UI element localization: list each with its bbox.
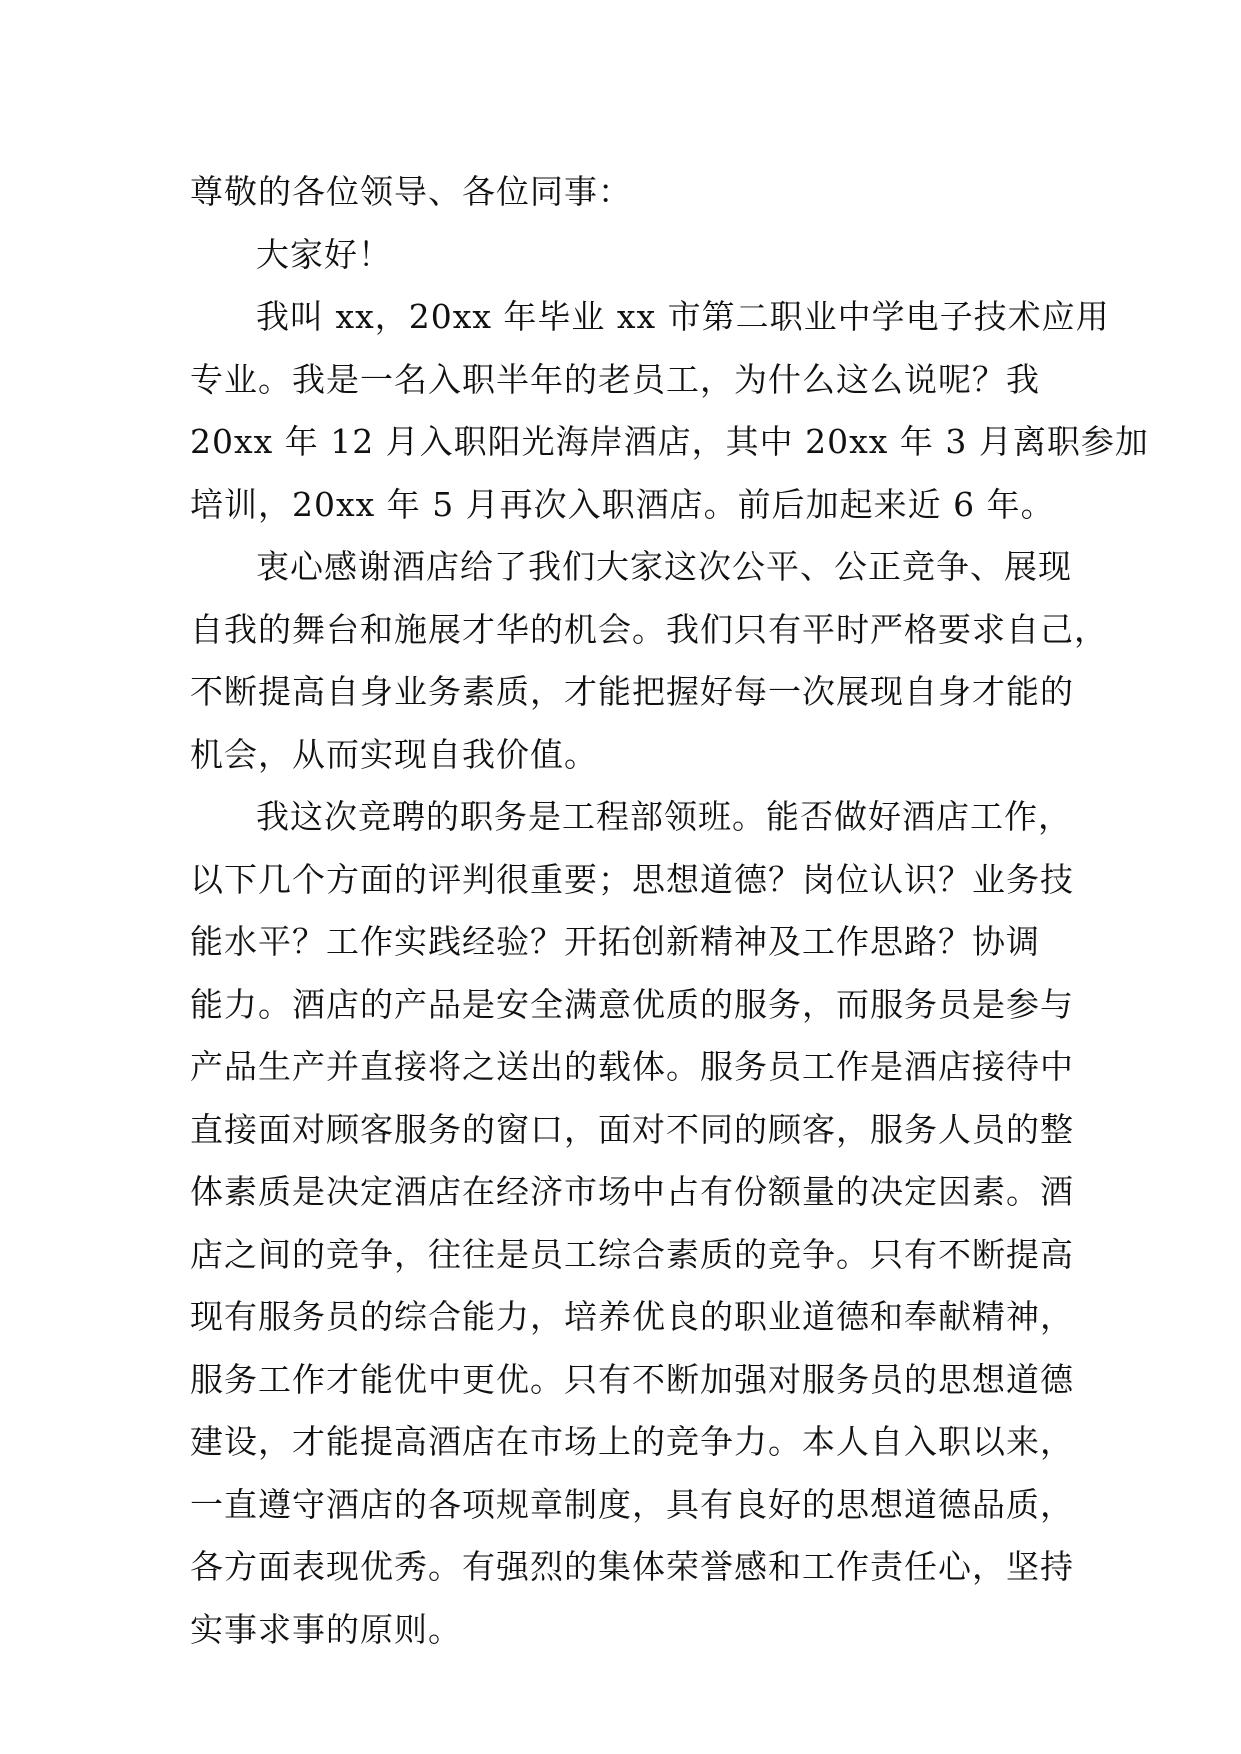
text-line: 自我的舞台和施展才华的机会。我们只有平时严格要求自己， <box>190 609 1108 649</box>
text-line: 能力。酒店的产品是安全满意优质的服务，而服务员是参与 <box>190 984 1074 1024</box>
text-line: 20xx 年 12 月入职阳光海岸酒店，其中 20xx 年 3 月离职参加 <box>190 422 1149 461</box>
text-line: 建设，才能提高酒店在市场上的竞争力。本人自入职以来， <box>190 1422 1074 1461</box>
text-line: 店之间的竞争，往往是员工综合素质的竞争。只有不断提高 <box>190 1234 1074 1274</box>
text-line: 衷心感谢酒店给了我们大家这次公平、公正竞争、展现 <box>256 547 1072 586</box>
text-line: 能水平？工作实践经验？开拓创新精神及工作思路？协调 <box>190 922 1040 961</box>
text-line: 不断提高自身业务素质，才能把握好每一次展现自身才能的 <box>190 672 1074 711</box>
text-line: 现有服务员的综合能力，培养优良的职业道德和奉献精神， <box>190 1297 1074 1336</box>
text-line: 产品生产并直接将之送出的载体。服务员工作是酒店接待中 <box>190 1047 1074 1086</box>
text-line: 一直遵守酒店的各项规章制度，具有良好的思想道德品质， <box>190 1484 1074 1524</box>
greeting-line: 大家好！ <box>256 234 392 274</box>
salutation-line: 尊敬的各位领导、各位同事： <box>190 172 632 211</box>
text-line: 我叫 xx，20xx 年毕业 xx 市第二职业中学电子技术应用 <box>256 297 1110 336</box>
text-line: 各方面表现优秀。有强烈的集体荣誉感和工作责任心，坚持 <box>190 1547 1074 1586</box>
text-line: 机会，从而实现自我价值。 <box>190 734 598 774</box>
text-line: 我这次竞聘的职务是工程部领班。能否做好酒店工作， <box>256 797 1072 836</box>
text-line: 直接面对顾客服务的窗口，面对不同的顾客，服务人员的整 <box>190 1109 1074 1149</box>
text-line: 服务工作才能优中更优。只有不断加强对服务员的思想道德 <box>190 1359 1074 1399</box>
text-line: 培训，20xx 年 5 月再次入职酒店。前后加起来近 6 年。 <box>190 484 1055 524</box>
text-line: 以下几个方面的评判很重要；思想道德？岗位认识？业务技 <box>190 859 1074 899</box>
text-line: 体素质是决定酒店在经济市场中占有份额量的决定因素。酒 <box>190 1172 1074 1211</box>
document-body <box>190 161 1149 1661</box>
text-line: 专业。我是一名入职半年的老员工，为什么这么说呢？我 <box>190 359 1040 399</box>
text-line: 实事求事的原则。 <box>190 1609 462 1649</box>
